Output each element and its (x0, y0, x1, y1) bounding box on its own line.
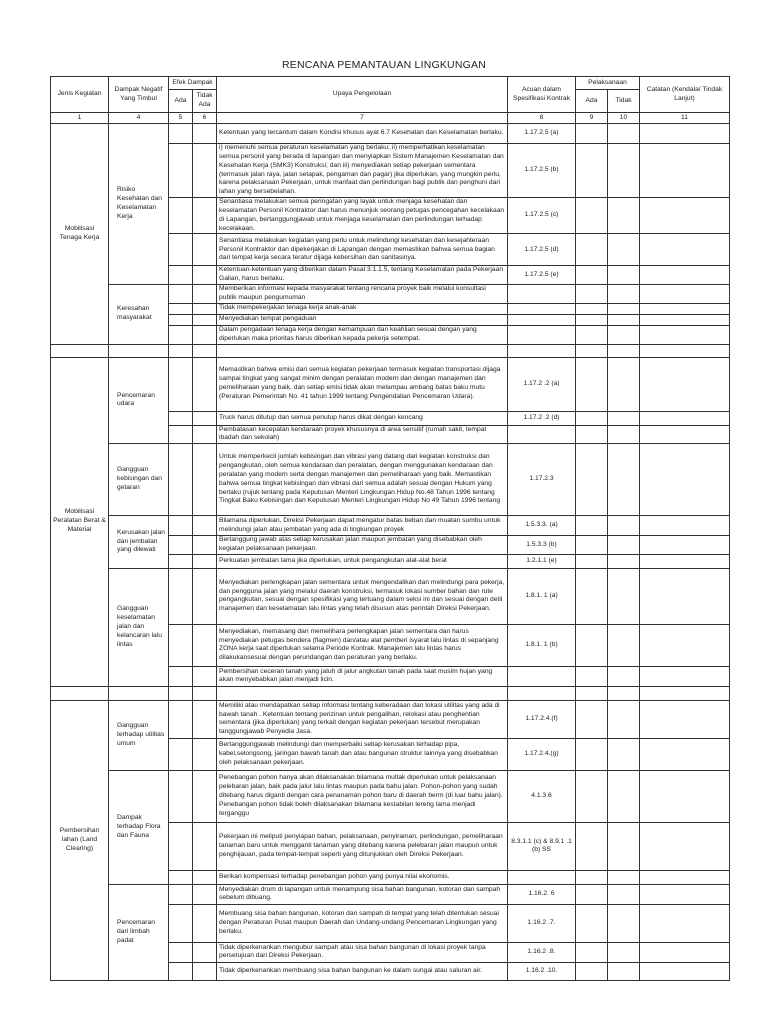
cell-pel-tidak (608, 516, 640, 536)
cell-catatan (640, 770, 730, 822)
cell-pel-tidak (608, 198, 640, 234)
cell-catatan (640, 700, 730, 738)
cell-pel-tidak (608, 554, 640, 568)
cell-pel-ada (576, 884, 608, 904)
cell-pel-tidak (608, 357, 640, 411)
cell-efek-tidak (193, 870, 217, 884)
spacer-cell (576, 686, 608, 700)
cell-dampak: Gangguan terhadap utilitas umum (109, 700, 169, 770)
cell-upaya: Pembatasan kecepatan kendaraan proyek khususnya di area sensitif (rumah sakit, tempat ibadah dan sekolah) (217, 425, 508, 444)
cell-dampak: Dampak terhadap Flora dan Fauna (109, 770, 169, 884)
cell-catatan (640, 666, 730, 686)
cell-pel-tidak (608, 411, 640, 425)
cell-catatan (640, 314, 730, 325)
cell-catatan (640, 942, 730, 962)
cell-upaya: Tidak mempekerjakan tenaga kerja anak-anak (217, 303, 508, 314)
cell-upaya: Membuang sisa bahan bangunan, kotoran dan sampah di tempat yang telah ditentukan sesuai dengan Peraturan Pusat maupun Daerah dan Undang-undang Pencemaran Lingkungan yang berlaku. (217, 904, 508, 942)
cell-pel-tidak (608, 822, 640, 870)
cell-pel-ada (576, 666, 608, 686)
cell-pel-tidak (608, 314, 640, 325)
cell-acuan: 1.17.2.5 (e) (508, 266, 576, 285)
cell-acuan: 1.17.2.4.(f) (508, 700, 576, 738)
cell-upaya: Menyediakan perlengkapan jalan sementara untuk mengendalikan dan melindungi para pekerja, dan pengguna jalan yang melalui daerah konstruksi, termasuk lokasi sumber bahan dan rute pengangkutan, sesuai dengan spesifikasi yang tertuang dalam seksi ini dan sesuai dengan detil manajemen dan keselamatan lalu lintas yang telah disusun atas perintah Direksi Pekerjaan. (217, 568, 508, 624)
cell-catatan (640, 904, 730, 942)
cell-pel-ada (576, 870, 608, 884)
cell-upaya: Penebangan pohon hanya akan dilaksanakan bilamana mutlak diperlukan untuk pelaksanaan pelebaran jalan, baik pada jalur lalu lintas maupun pada bahu jalan. Pohon-pohon yang sudah ditebang harus diganti dengan cara penanaman pohon baru di daerah berm (di luar bahu jalan). Penebangan pohon tidak boleh dilaksanakan bilamana kestabilan lereng lama menjadi terganggu (217, 770, 508, 822)
cell-upaya: Ketentuan-ketentuan yang diberikan dalam Pasal 3.1.1.5, tentang Keselamatan pada Pekerjaan Galian, harus berlaku. (217, 266, 508, 285)
table-row (51, 700, 730, 738)
cell-efek-ada (169, 234, 193, 266)
cell-efek-tidak (193, 822, 217, 870)
cell-acuan: 1.17.2 .2 (d) (508, 411, 576, 425)
cell-pel-tidak (608, 942, 640, 962)
cell-efek-ada (169, 411, 193, 425)
cell-catatan (640, 266, 730, 285)
cell-efek-tidak (193, 942, 217, 962)
cell-upaya: Bertanggungjawab melindungi dan memperbaiki setiap kerusakan terhadap pipa, kabel,selongsong, jaringan bawah tanah dan atau bangunan struktur lainnya yang disebabkan oleh pelaksanaan pekerjaan. (217, 738, 508, 770)
col-number: 6 (193, 113, 217, 124)
cell-efek-ada (169, 124, 193, 144)
cell-efek-ada (169, 738, 193, 770)
cell-pel-ada (576, 962, 608, 980)
cell-efek-ada (169, 357, 193, 411)
cell-pel-ada (576, 314, 608, 325)
cell-upaya: Dalam pengadaan tenaga kerja dengan kemampuan dan keahlian sesuai dengan yang diperlukan maka prioritas harus diberikan kepada pekerja setempat. (217, 325, 508, 344)
header-acuan: Acuan dalam Spesifikasi Kontrak (508, 77, 576, 113)
cell-pel-tidak (608, 624, 640, 666)
spacer-cell (169, 686, 193, 700)
cell-efek-ada (169, 770, 193, 822)
header-pelaksanaan: Pelaksanaan (576, 77, 640, 90)
section-spacer-row (51, 344, 730, 357)
cell-acuan: 1.17.2.5 (b) (508, 144, 576, 198)
cell-pel-tidak (608, 266, 640, 285)
cell-acuan: 1.16.2 .7. (508, 904, 576, 942)
monitoring-table (50, 76, 730, 981)
cell-pel-tidak (608, 962, 640, 980)
cell-dampak: Gangguan keselamatan jalan dan kelancaran lalu lintas (109, 568, 169, 686)
cell-catatan (640, 285, 730, 304)
cell-upaya: Untuk memperkecil jumlah kebisingan dan vibrasi yang datang dari kegiatan konstruksi dan pengangkutan, oleh semua kendaraan dan peralatan, dengan menggunakan kendaraan dan peralatan yang modern serta dengan manajemen dan pemeliharaan yang baik. Memastikan bahwa semua tingkat kebisingan dan vibrasi dari semua adalah sesuai dengan Hukum yang berlaku (rujuk tentang pada Keputusan Menteri Lingkungan Hidup No.48 Tahun 1996 tentang Tingkat Baku Kebisingan dan Keputusan Menteri Lingkungan Hidup No 49 Tahun 1996 tentang (217, 444, 508, 516)
cell-efek-tidak (193, 536, 217, 555)
cell-acuan: 1.8.1. 1 (b) (508, 624, 576, 666)
cell-efek-tidak (193, 624, 217, 666)
cell-efek-tidak (193, 266, 217, 285)
table-row (51, 285, 730, 304)
col-number: 10 (608, 113, 640, 124)
cell-efek-ada (169, 266, 193, 285)
header-pel-tidak: Tidak (608, 90, 640, 113)
cell-catatan (640, 884, 730, 904)
cell-pel-ada (576, 822, 608, 870)
cell-catatan (640, 738, 730, 770)
cell-efek-tidak (193, 425, 217, 444)
cell-pel-ada (576, 357, 608, 411)
cell-acuan: 1.2.1.1 (e) (508, 554, 576, 568)
cell-pel-tidak (608, 325, 640, 344)
cell-pel-ada (576, 904, 608, 942)
cell-efek-ada (169, 325, 193, 344)
cell-efek-tidak (193, 700, 217, 738)
cell-pel-tidak (608, 770, 640, 822)
cell-acuan (508, 425, 576, 444)
cell-pel-tidak (608, 870, 640, 884)
cell-catatan (640, 822, 730, 870)
cell-upaya: Pekerjaan ini meliputi penyiapan bahan, pelaksanaan, penyiraman, perlindungan, pemeliharaan tanaman baru untuk mengganti tanaman yang ditebang karena pelebaran jalan maupun untuk penghijauan, pada tempat-tempat seperti yang ditunjukkan oleh Direksi Pekerjaan. (217, 822, 508, 870)
cell-pel-tidak (608, 904, 640, 942)
cell-pel-ada (576, 444, 608, 516)
cell-catatan (640, 357, 730, 411)
header-jenis-kegiatan: Jenis Kegiatan (51, 77, 109, 113)
cell-efek-tidak (193, 904, 217, 942)
cell-efek-ada (169, 144, 193, 198)
cell-pel-tidak (608, 884, 640, 904)
cell-upaya: Berikan kompensasi terhadap penebangan pohon yang punya nilai ekonomis. (217, 870, 508, 884)
header-efek-dampak: Efek Dampak (169, 77, 217, 90)
cell-acuan: 1.17.2.3 (508, 444, 576, 516)
header-upaya-pengelolaan: Upaya Pengelolaan (217, 77, 508, 113)
cell-upaya: Senantiasa melakukan kegiatan yang perlu untuk melindungi kesehatan dan kesejahteraan Personil Kontraktor dan dipekerjakan di Lapangan dengan memastikan bahwa semua bagian dari tempat kerja secara teratur dijaga kebersihan dan sanitasinya. (217, 234, 508, 266)
col-number: 5 (169, 113, 193, 124)
cell-efek-ada (169, 425, 193, 444)
cell-acuan: 1.17.2.5 (a) (508, 124, 576, 144)
col-number: 11 (640, 113, 730, 124)
cell-acuan (508, 870, 576, 884)
cell-acuan: 1.5.3.3. (a) (508, 516, 576, 536)
cell-catatan (640, 536, 730, 555)
cell-pel-ada (576, 536, 608, 555)
col-number: 8 (508, 113, 576, 124)
spacer-cell (217, 344, 508, 357)
cell-pel-ada (576, 411, 608, 425)
cell-upaya: Truck harus ditutup dan semua penutup harus dikat dengan kencang (217, 411, 508, 425)
cell-efek-ada (169, 314, 193, 325)
cell-efek-tidak (193, 444, 217, 516)
cell-catatan (640, 554, 730, 568)
cell-efek-ada (169, 444, 193, 516)
cell-upaya: Pembersihan ceceran tanah yang jatuh di jalur angkutan tanah pada saat musim hujan yang akan menyebabkan jalan menjadi licin. (217, 666, 508, 686)
header-catatan: Catatan (Kendala/ Tindak Lanjut) (640, 77, 730, 113)
cell-efek-tidak (193, 411, 217, 425)
cell-jenis-kegiatan: Mobilisasi Peralatan Berat & Material (51, 357, 109, 686)
cell-acuan: 1.5.3.3 (b) (508, 536, 576, 555)
cell-efek-tidak (193, 124, 217, 144)
table-row (51, 516, 730, 536)
cell-efek-ada (169, 884, 193, 904)
cell-dampak: Keresahan masyarakat (109, 285, 169, 344)
cell-upaya: Bilamana diperlukan, Direksi Pekerjaan dapat mengatur batas beban dan muatan sumbu untuk melindungi jalan atau jembatan yang ada di lingkungan proyek (217, 516, 508, 536)
cell-pel-ada (576, 234, 608, 266)
cell-catatan (640, 624, 730, 666)
cell-efek-tidak (193, 285, 217, 304)
cell-efek-ada (169, 536, 193, 555)
cell-acuan (508, 285, 576, 304)
spacer-cell (608, 686, 640, 700)
cell-pel-ada (576, 568, 608, 624)
cell-pel-ada (576, 700, 608, 738)
column-number-row (51, 113, 730, 124)
cell-pel-tidak (608, 536, 640, 555)
cell-pel-ada (576, 624, 608, 666)
cell-pel-tidak (608, 124, 640, 144)
col-number: 7 (217, 113, 508, 124)
cell-acuan: 1.16.2. 6 (508, 884, 576, 904)
cell-catatan (640, 325, 730, 344)
cell-dampak: Pencemaran dari limbah padat (109, 884, 169, 980)
cell-acuan: 1.17.2.5 (d) (508, 234, 576, 266)
col-number: 9 (576, 113, 608, 124)
table-row (51, 568, 730, 624)
cell-efek-ada (169, 700, 193, 738)
cell-pel-ada (576, 425, 608, 444)
cell-efek-tidak (193, 234, 217, 266)
spacer-cell (109, 686, 169, 700)
cell-catatan (640, 198, 730, 234)
cell-pel-tidak (608, 666, 640, 686)
cell-jenis-kegiatan: Mobilisasi Tenaga Kerja (51, 124, 109, 345)
cell-pel-ada (576, 770, 608, 822)
cell-pel-tidak (608, 700, 640, 738)
col-number: 4 (109, 113, 169, 124)
cell-upaya: Tidak diperkenankan membuang sisa bahan bangunan ke dalam sungai atau saluran air. (217, 962, 508, 980)
cell-efek-tidak (193, 325, 217, 344)
cell-efek-tidak (193, 568, 217, 624)
cell-efek-tidak (193, 357, 217, 411)
cell-efek-tidak (193, 516, 217, 536)
cell-catatan (640, 568, 730, 624)
cell-upaya: i) memenuhi semua peraturan keselamatan yang berlaku; ii) memperhatikan keselamatan semua personil yang berada di lapangan dan menyiapkan Sistem Manajemen Keselamatan dan Kesehatan Kerja (SMK3) Konstruksi; dan iii) menyediakan setiap pekerjaan sementara (termasuk jalan raya, jalan setapak, pengaman dan pagar) jika diperlukan, yang mungkin perlu, karena pelaksanaan Pekerjaan, untuk manfaat dan perlindungan bagi publik dan penghuni dari lahan yang bersebelahan. (217, 144, 508, 198)
cell-pel-ada (576, 738, 608, 770)
cell-efek-tidak (193, 962, 217, 980)
cell-dampak: Kerusakan jalan dan jembatan yang dilewati (109, 516, 169, 569)
cell-pel-tidak (608, 144, 640, 198)
cell-catatan (640, 234, 730, 266)
spacer-cell (508, 344, 576, 357)
cell-acuan: 1.8.1. 1 (a) (508, 568, 576, 624)
table-row (51, 357, 730, 411)
cell-acuan: 1.17.2.5 (c) (508, 198, 576, 234)
cell-acuan: 1.16.2 .10. (508, 962, 576, 980)
cell-upaya: Ketentuan yang tercantum dalam Kondisi khusus ayat 6.7 Kesehatan dan Keselamatan berlaku. (217, 124, 508, 144)
cell-acuan: 8.3.1.1 (c) & 8.9.1 .1 (b) SS (508, 822, 576, 870)
cell-acuan (508, 314, 576, 325)
cell-pel-tidak (608, 303, 640, 314)
cell-acuan: 1.17.2 .2 (a) (508, 357, 576, 411)
spacer-cell (217, 686, 508, 700)
cell-efek-ada (169, 822, 193, 870)
cell-dampak: Pencemaran udara (109, 357, 169, 444)
header-efek-ada: Ada (169, 90, 193, 113)
cell-pel-ada (576, 144, 608, 198)
cell-dampak: Gangguan kebisingan dan getaran (109, 444, 169, 516)
cell-upaya: Menyediakan, memasang dan memelihara perlengkapan jalan sementara dan harus menyediakan petugas bendera (flagmen) dan/atau alat pemberi isyarat lalu lintas di sepanjang ZONA kerja saat diperlukan selama Periode Kontrak. Manajemen lalu lintas harus dilakukansesuai dengan perundangan dan peraturan yang berlaku. (217, 624, 508, 666)
cell-upaya: Memiliki atau mendapatkan setiap informasi tentang keberadaan dan lokasi utilitas yang ada di bawah tanah . Ketentuan tentang perizinan untuk pengalihan, relokasi atau penghentian sementara (jika diperlukan) yang terkait dengan kegiatan pekerjaan tersebut merupakan tanggungjawab Penyedia Jasa. (217, 700, 508, 738)
header-dampak-negatif: Dampak Negatif Yang Timbul (109, 77, 169, 113)
cell-acuan (508, 325, 576, 344)
spacer-cell (193, 344, 217, 357)
cell-efek-ada (169, 904, 193, 942)
table-row (51, 444, 730, 516)
cell-efek-ada (169, 285, 193, 304)
cell-upaya: Menyediakan drum di lapangan untuk menampung sisa bahan bangunan, kotoran dan sampah sebelum dibuang. (217, 884, 508, 904)
cell-jenis-kegiatan: Pembersihan lahan (Land Clearing) (51, 700, 109, 980)
spacer-cell (640, 344, 730, 357)
cell-acuan: 4.1.3.6 (508, 770, 576, 822)
table-row (51, 770, 730, 822)
cell-efek-tidak (193, 144, 217, 198)
cell-pel-ada (576, 124, 608, 144)
cell-catatan (640, 303, 730, 314)
spacer-cell (508, 686, 576, 700)
spacer-cell (193, 686, 217, 700)
table-row (51, 124, 730, 144)
cell-efek-ada (169, 624, 193, 666)
cell-efek-ada (169, 303, 193, 314)
cell-pel-ada (576, 325, 608, 344)
cell-catatan (640, 144, 730, 198)
cell-efek-tidak (193, 554, 217, 568)
section-spacer-row (51, 686, 730, 700)
page-title: RENCANA PEMANTAUAN LINGKUNGAN (282, 59, 486, 71)
col-number: 1 (51, 113, 109, 124)
cell-upaya: Senantiasa melakukan semua peringatan yang layak untuk menjaga kesehatan dan keselamatan Personil Kontraktor dan harus menunjuk seorang petugas pencegahan kecelakaan di Lapangan, bertanggungjawab untuk menjaga keselamatan dan perlindungan terhadap kecelakaan. (217, 198, 508, 234)
cell-acuan (508, 666, 576, 686)
cell-upaya: Bertanggung jawab atas setiap kerusakan jalan maupun jembatan yang disebabkan oleh kegiatan pelaksanaan pekerjaan. (217, 536, 508, 555)
spacer-cell (109, 344, 169, 357)
cell-pel-ada (576, 516, 608, 536)
cell-efek-tidak (193, 770, 217, 822)
cell-acuan (508, 303, 576, 314)
cell-upaya: Memberikan informasi kepada masyarakat tentang rencana proyek baik melalui konsultasi publik maupun pengumuman (217, 285, 508, 304)
spacer-cell (51, 686, 109, 700)
cell-efek-ada (169, 870, 193, 884)
table-body (51, 124, 730, 981)
cell-dampak: Risiko Kesehatan dan Keselamatan Kerja (109, 124, 169, 285)
spacer-cell (51, 344, 109, 357)
header-efek-tidak: Tidak Ada (193, 90, 217, 113)
cell-pel-ada (576, 198, 608, 234)
cell-pel-tidak (608, 738, 640, 770)
cell-catatan (640, 444, 730, 516)
spacer-cell (608, 344, 640, 357)
cell-acuan: 1.16.2 .8. (508, 942, 576, 962)
cell-catatan (640, 516, 730, 536)
cell-catatan (640, 411, 730, 425)
cell-catatan (640, 124, 730, 144)
cell-efek-ada (169, 516, 193, 536)
cell-upaya: Perkuatan jembatan lama jika diperlukan, untuk pengangkutan alat-alat berat (217, 554, 508, 568)
cell-pel-tidak (608, 425, 640, 444)
cell-efek-tidak (193, 666, 217, 686)
table-row (51, 884, 730, 904)
cell-efek-tidak (193, 314, 217, 325)
cell-catatan (640, 962, 730, 980)
cell-efek-ada (169, 942, 193, 962)
cell-pel-ada (576, 266, 608, 285)
cell-efek-ada (169, 554, 193, 568)
header-pel-ada: Ada (576, 90, 608, 113)
cell-pel-ada (576, 303, 608, 314)
cell-upaya: Menyediakan tempat pengaduan (217, 314, 508, 325)
cell-efek-tidak (193, 738, 217, 770)
cell-pel-tidak (608, 234, 640, 266)
cell-pel-ada (576, 285, 608, 304)
cell-pel-ada (576, 942, 608, 962)
spacer-cell (576, 344, 608, 357)
cell-pel-tidak (608, 285, 640, 304)
cell-pel-tidak (608, 568, 640, 624)
cell-efek-ada (169, 666, 193, 686)
cell-efek-tidak (193, 303, 217, 314)
cell-catatan (640, 425, 730, 444)
spacer-cell (640, 686, 730, 700)
cell-upaya: Memastikan bahwa emisi dari semua kegiatan pekerjaan termasuk kegiatan transportasi dijaga sampai tingkat yang sangat minim dengan peralatan modern dan dengan manajemen dan pemeliharaan yang baik, dan setiap emisi tidak akan melampau ambang batas baku mutu (Peraturan Pemerintah No. 41 tahun 1999 tentang Pengendalian Pencemaran Udara). (217, 357, 508, 411)
cell-pel-tidak (608, 444, 640, 516)
cell-acuan: 1.17.2.4.(g) (508, 738, 576, 770)
cell-catatan (640, 870, 730, 884)
cell-pel-ada (576, 554, 608, 568)
spacer-cell (169, 344, 193, 357)
cell-upaya: Tidak diperkenankan mengubur sampah atau sisa bahan bangunan di lokasi proyek tanpa persetujuan dari Direksi Pekerjaan. (217, 942, 508, 962)
cell-efek-tidak (193, 884, 217, 904)
cell-efek-ada (169, 198, 193, 234)
cell-efek-ada (169, 568, 193, 624)
cell-efek-ada (169, 962, 193, 980)
cell-efek-tidak (193, 198, 217, 234)
